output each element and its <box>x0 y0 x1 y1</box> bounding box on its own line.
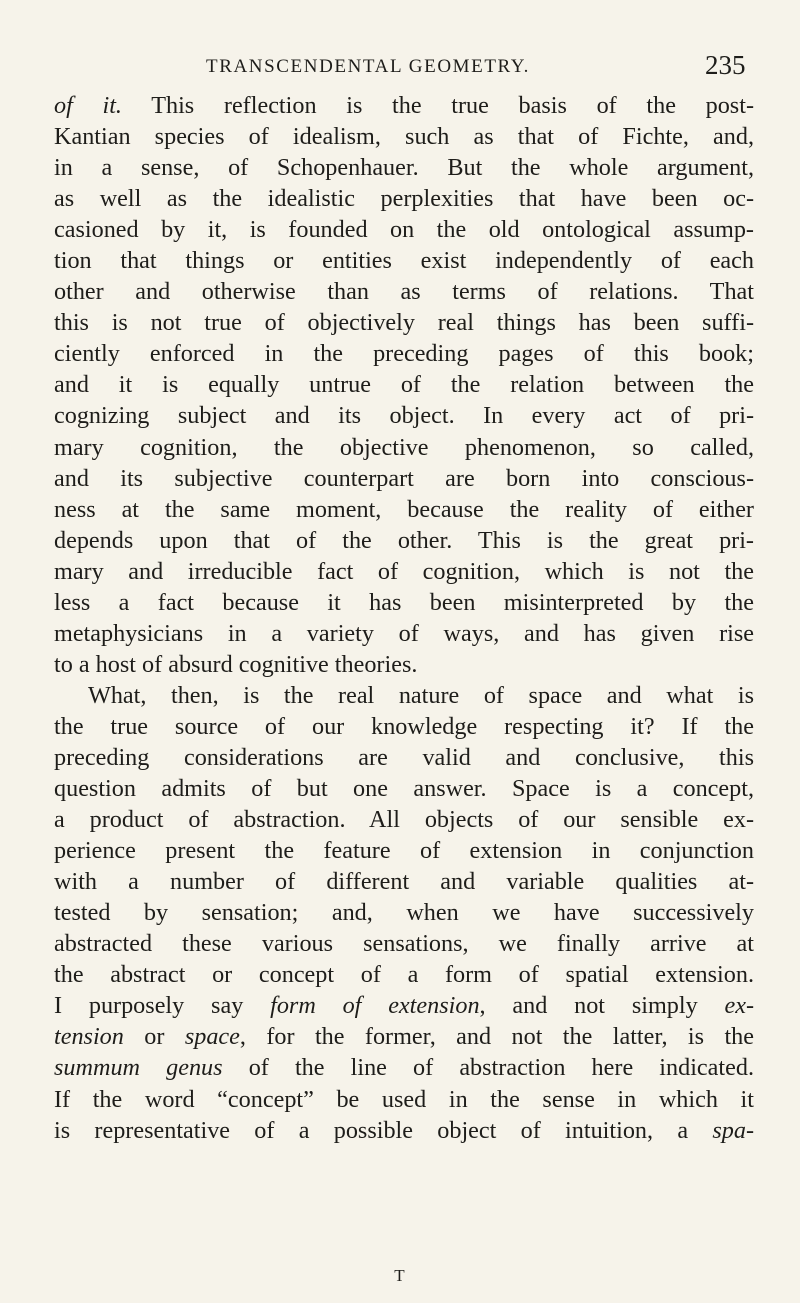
running-head <box>0 50 800 86</box>
text-line: is representative of a possible object of intuition, a spa- <box>54 1116 754 1144</box>
text-line: mary and irreducible fact of cognition, which is not the <box>54 557 754 585</box>
signature-mark: T <box>394 1266 406 1285</box>
text-line: depends upon that of the other. This is the great pri- <box>54 526 754 554</box>
text-line: casioned by it, is founded on the old ontological assump- <box>54 216 754 244</box>
page-number: 235 <box>705 50 746 80</box>
text-line: metaphysicians in a variety of ways, and has given rise <box>54 619 754 647</box>
running-title: TRANSCENDENTAL GEOMETRY. <box>206 56 530 77</box>
text-line: Kantian species of idealism, such as that of Fichte, and, <box>54 123 754 151</box>
text-line: cognizing subject and its object. In every act of pri- <box>54 402 754 430</box>
text-line: ciently enforced in the preceding pages of this book; <box>54 340 754 368</box>
text-line: question admits of but one answer. Space is a concept, <box>54 775 754 803</box>
text-line: ness at the same moment, because the reality of either <box>54 495 754 523</box>
text-line: and its subjective counterpart are born into conscious- <box>54 464 754 492</box>
text-line: less a fact because it has been misinterpreted by the <box>54 588 754 616</box>
text-line: as well as the idealistic perplexities that have been oc- <box>54 185 754 213</box>
text-line: to a host of absurd cognitive theories. <box>54 650 418 678</box>
text-line: perience present the feature of extension in conjunction <box>54 837 754 865</box>
text-line: What, then, is the real nature of space and what is <box>88 681 754 709</box>
paragraph <box>54 680 754 1146</box>
paragraph <box>54 90 754 680</box>
text-line: tested by sensation; and, when we have successively <box>54 899 754 927</box>
text-line: tension or space, for the former, and not the latter, is the <box>54 1023 754 1051</box>
text-line: other and otherwise than as terms of relations. That <box>54 278 754 306</box>
text-line: the true source of our knowledge respecting it? If the <box>54 712 754 740</box>
text-line: abstracted these various sensations, we finally arrive at <box>54 930 754 958</box>
text-line: summum genus of the line of abstraction here indicated. <box>54 1054 754 1082</box>
text-line: a product of abstraction. All objects of our sensible ex- <box>54 806 754 834</box>
text-line: I purposely say form of extension, and not simply ex- <box>54 992 754 1020</box>
text-line: and it is equally untrue of the relation between the <box>54 371 754 399</box>
text-line: preceding considerations are valid and conclusive, this <box>54 743 754 771</box>
text-line: with a number of different and variable qualities at- <box>54 868 754 896</box>
text-line: tion that things or entities exist independently of each <box>54 247 754 275</box>
text-line: of it. This reflection is the true basis of the post- <box>54 92 754 119</box>
text-line: this is not true of objectively real things has been suffi- <box>54 309 754 337</box>
text-line: the abstract or concept of a form of spatial extension. <box>54 961 754 989</box>
body-text <box>54 90 754 1146</box>
text-line: mary cognition, the objective phenomenon, so called, <box>54 433 754 461</box>
text-line: in a sense, of Schopenhauer. But the whole argument, <box>54 154 754 182</box>
text-line: If the word “concept” be used in the sense in which it <box>54 1085 754 1113</box>
